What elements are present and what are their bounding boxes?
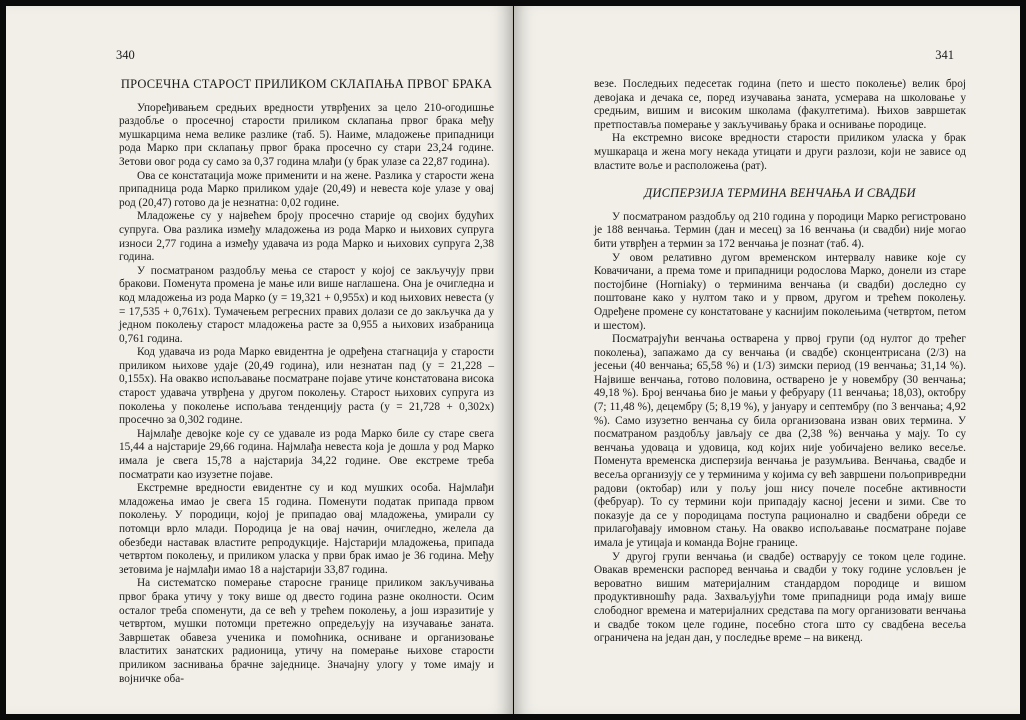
chapter-heading: ПРОСЕЧНА СТАРОСТ ПРИЛИКОМ СКЛАПАЊА ПРВОГ БРАКА	[120, 77, 493, 91]
right-page-text	[594, 78, 966, 646]
paragraph: У другој групи венчања (и свадбе) остварују се током целе године. Овакав временски распоред венчања и свадби у току године условљен је вероватно вишим материјалним стандардом породице и вишом продуктивношћу рада. Захваљујући томе припадници рода имају више слободног времена и материјалних средстава па могу организовати венчања и свадбе током целе године, посебно стога што су свадбена весеља ограничена на један дан, у последње време – на викенд.	[594, 550, 966, 645]
paragraph: На екстремно високе вредности старости приликом уласка у брак мушкараца и жена могу некада утицати и други разлози, који не зависе од властите воље и расположења (рат).	[594, 132, 966, 172]
paragraph: везе. Последњих педесетак година (пето и шесто поколење) велик број девојака и дечака се, поред изучавања заната, усмерава на школовање у средњим, вишим и високим школама (факултетима). Њихов завршетак претпоставља померање у закључивању брака и оснивање породице.	[594, 78, 966, 131]
paragraph: Најмлађе девојке које су се удавале из рода Марко биле су старе свега 15,44 а најстарије 29,66 година. Најмлађа невеста која је дошла у род Марко имала је свега 15,78 а најстарија 34,22 године. Ове екстреме треба посматрати као изузетне појаве.	[119, 427, 494, 481]
paragraph: Младожење су у највећем броју просечно старије од својих будућих супруга. Ова разлика између младожења из рода Марко и њихових супруга износи 2,77 година а између удавача из рода Марко и њихових супруга 2,38 година.	[119, 210, 494, 264]
left-page-number: 340	[116, 48, 135, 62]
paragraph: Код удавача из рода Марко евидентна је одређена стагнација у старости приликом њихове удаје (20,49 година), или незнатан пад (y = 21,228 – 0,155x). На овакво испољавање посматране појаве утиче констатована висока старост удавача утврђена у другом поколењу. Старост њихових супруга из поколења у поколење испољава тенденцију раста (y = 21,728 + 0,302x) просечно за 0,302 године.	[119, 346, 494, 427]
paragraph: Посматрајући венчања остварена у првој групи (од нултог до трећег поколења), запажамо да су венчања (и свадбе) сконцентрисана (2/3) на јесењи (40 венчања; 65,58 %) и (1/3) зимски период (19 венчања; 31,14 %). Највише венчања, готово половина, остварено је у новембру (30 венчања; 49,18 %). Број венчања био је мањи у фебруару (11 венчања; 18,03), октобру (7; 11,48 %), децембру (5; 8,19 %), у јануару и септембру (по 3 венчања; 4,92 %). Само изузетно венчања су била организована изван ових термина. У посматраном раздобљу јављају се два (2,38 %) венчања у мају. То су венчања удоваца и удовица, код којих није уобичајено велико весеље. Поменута временска дисперзија венчања је разумљива. Венчања, свадбе и весеља организују се у терминима у којима су већ завршени пољопривредни радови (октобар) или у пољу још нису почеле посебне активности (фебруар). То су термини који припадају касној јесени и зими. Све то показује да се у породицама поступа рационално и свадбени обреди се прилагођавају имовном стању. На овакво испољавање посматране појаве имала је утицаја и команда Војне границе.	[594, 333, 966, 549]
paragraph: На систематско померање старосне границе приликом закључивања првог брака утичу у току више од двесто година разне околности. Осим осталог треба споменути, да се већ у трећем поколењу, а још изразитије у четвртом, мушки потомци претежно опредељују на изучавање заната. Завршетак обавеза ученика и помоћника, осниване и организовање властитих занатских радионица, утичу на померање њихове старости приликом заснивања брачне заједнице. Значајну улогу у томе имају и војничке оба-	[119, 577, 494, 685]
book-spread	[6, 6, 1020, 714]
paragraph: У посматраном раздобљу мења се старост у којој се закључују први бракови. Поменута промена је мање или више наглашена. Она је очигледна и код младожења из рода Марко (y = 19,321 + 0,955x) и код њихових невеста (y = 17,535 + 0,761x). Тумачењем регресних правих долази се до закључка да у једном поколењу старост младожења расте за 0,955 а њихових изабраница 0,761 година.	[119, 264, 494, 345]
section-heading: ДИСПЕРЗИЈА ТЕРМИНА ВЕНЧАЊА И СВАДБИ	[644, 186, 916, 201]
paragraph: Екстремне вредности евидентне су и код мушких особа. Најмлађи младожења имао је свега 15 година. Поменути податак припада првом поколењу. У породици, којој је припадао овај младожења, умирали су потомци врло млади. Породица је на овај начин, очигледно, желела да обезбеди наставак властите репродукције. Најстарији младожења, припада четвртом поколењу, и приликом уласка у први брак имао је 36 година. Међу зетовима је најмлађи имао 18 а најстарији 33,87 година.	[119, 482, 494, 576]
right-page	[514, 6, 1020, 714]
right-page-number: 341	[935, 48, 954, 62]
paragraph: Ова се констатација може применити и на жене. Разлика у старости жена припадница рода Марко приликом удаје (20,49) и невеста које улазе у овај род (20,47) готово да је незнатна: 0,02 године.	[119, 169, 494, 209]
paragraph: Упоређивањем средњих вредности утврђених за цело 210-огодишње раздобље о просечној старости приликом склапања првог брака међу мушкарцима нема велике разлике (таб. 5). Наиме, младожење припадници рода Марко при склапању првог брака просечно су стари 23,24 године. Зетови овог рода су само за 0,37 година млађи (у брак улазе са 22,87 година).	[119, 101, 494, 168]
paragraph: У овом релативно дугом временском интервалу навике које су Ковачичани, а према томе и припадници родослова Марко, донели из старе постојбине (Horniaky) о терминима венчања (и свадби) доследно су поштоване како у нултом тако и у првом, другом и трећем поколењу. Одређене промене су констатоване у каснијим поколењима (четвртом, петом и шестом).	[594, 251, 966, 332]
left-page	[6, 6, 513, 714]
left-page-text	[119, 78, 494, 686]
paragraph: У посматраном раздобљу од 210 година у породици Марко регистровано је 188 венчања. Термин (дан и месец) за 16 венчања (и свадби) није могао бити утврђен а термин за 172 венчања је познат (таб. 4).	[594, 210, 966, 250]
